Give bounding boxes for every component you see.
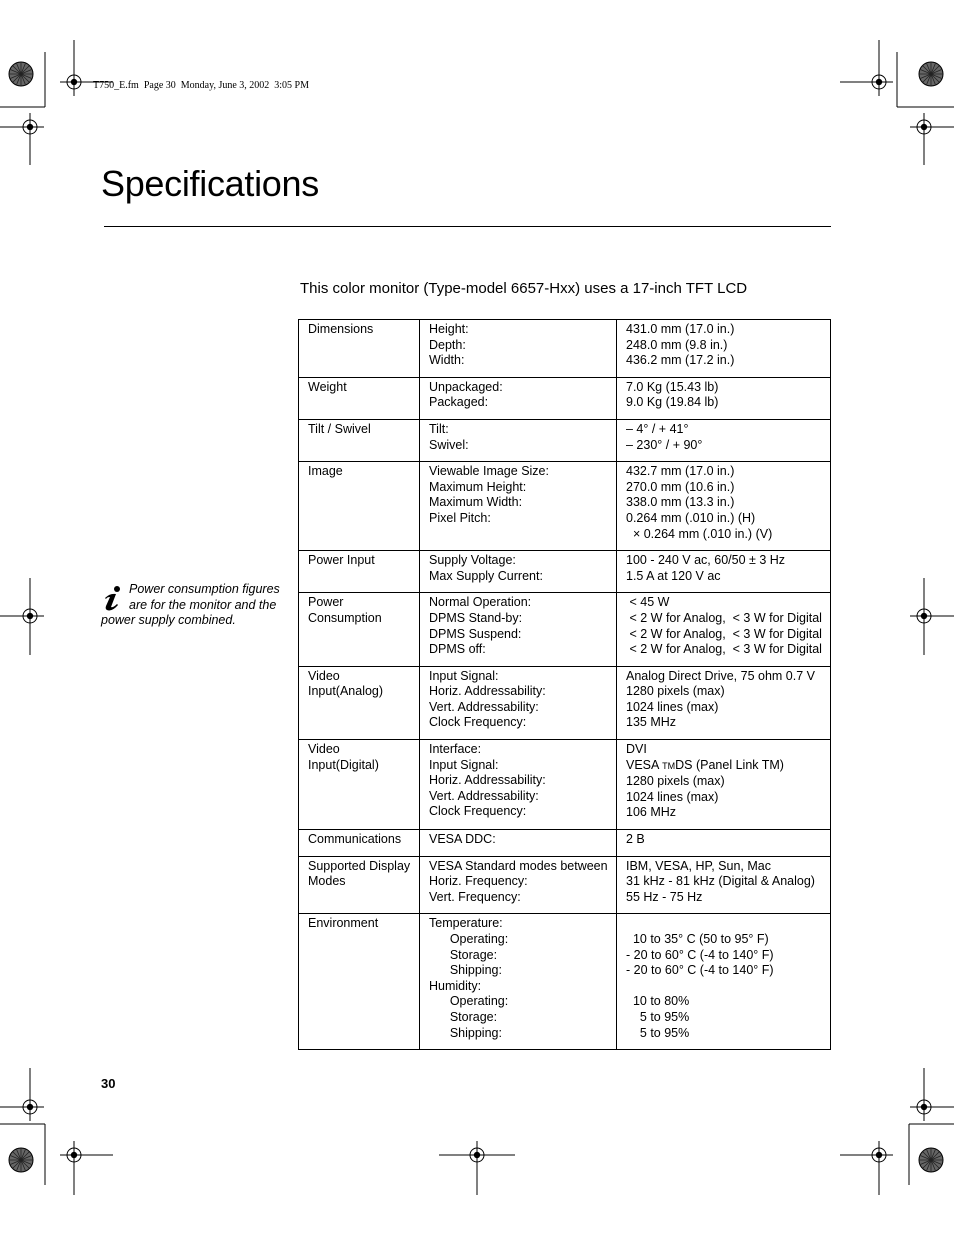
spec-value: < 2 W for Analog, < 3 W for Digital <box>626 626 822 641</box>
spec-value-cell <box>617 320 831 378</box>
spec-label: Humidity: <box>429 978 482 993</box>
spec-label: Vert. Frequency: <box>429 889 521 904</box>
spec-value: 135 MHz <box>626 715 677 730</box>
spec-label: Max Supply Current: <box>429 568 543 583</box>
spec-category-cell <box>299 593 420 666</box>
spec-value: - 20 to 60° C (-4 to 140° F) <box>626 963 774 978</box>
spec-label: Operating: <box>429 932 509 946</box>
spec-label: Tilt: <box>429 421 449 436</box>
table-row <box>299 377 831 419</box>
spec-label: Clock Frequency: <box>429 804 527 819</box>
spec-value-cell <box>617 740 831 830</box>
spec-category: Video <box>308 742 340 757</box>
table-row <box>299 551 831 593</box>
spec-category: Video <box>308 668 340 683</box>
spec-value: 248.0 mm (9.8 in.) <box>626 337 728 352</box>
spec-value: 7.0 Kg (15.43 lb) <box>626 379 719 394</box>
spec-value: 432.7 mm (17.0 in.) <box>626 464 735 479</box>
spec-label: Operating: <box>429 994 509 1009</box>
spec-value: 5 to 95% <box>626 1009 690 1024</box>
spec-value: < 2 W for Analog, < 3 W for Digital <box>626 610 822 625</box>
spec-value: 436.2 mm (17.2 in.) <box>626 353 735 368</box>
spec-label: Input Signal: <box>429 668 499 683</box>
spec-category-cell <box>299 830 420 857</box>
spec-value-cell <box>617 377 831 419</box>
spec-label: VESA Standard modes between <box>429 858 608 873</box>
note-line: power supply combined. <box>101 613 236 628</box>
spec-table <box>298 319 831 1050</box>
spec-value: 270.0 mm (10.6 in.) <box>626 479 735 494</box>
note-line: Power consumption figures <box>129 582 280 596</box>
spec-category: Modes <box>308 874 346 889</box>
intro-text: This color monitor (Type-model 6657-Hxx) uses a 17-inch TFT LCD <box>300 280 748 297</box>
spec-value: 1024 lines (max) <box>626 789 719 804</box>
spec-category: Dimensions <box>308 322 374 336</box>
spec-category: Consumption <box>308 610 382 625</box>
spec-value: IBM, VESA, HP, Sun, Mac <box>626 858 771 873</box>
spec-label-cell <box>420 593 617 666</box>
title-rule <box>104 226 831 227</box>
spec-category-cell <box>299 740 420 830</box>
spec-category: Communications <box>308 832 402 847</box>
page-title: Specifications <box>101 163 319 204</box>
spec-label: Unpackaged: <box>429 379 503 394</box>
spec-label: Pixel Pitch: <box>429 510 491 525</box>
spec-category-cell <box>299 377 420 419</box>
spec-value-cell <box>617 666 831 739</box>
spec-value: 55 Hz - 75 Hz <box>626 889 703 904</box>
spec-value: Analog Direct Drive, 75 ohm 0.7 V <box>626 668 815 683</box>
spec-value: 31 kHz - 81 kHz (Digital & Analog) <box>626 874 815 889</box>
spec-value-cell <box>617 462 831 551</box>
spec-category: Supported Display <box>308 858 411 873</box>
spec-label: Storage: <box>429 947 498 962</box>
spec-label: Depth: <box>429 337 466 352</box>
spec-value: 10 to 35° C (50 to 95° F) <box>626 932 769 946</box>
spec-value: 9.0 Kg (19.84 lb) <box>626 395 719 410</box>
spec-label-cell <box>420 666 617 739</box>
table-row <box>299 914 831 1050</box>
table-row <box>299 740 831 830</box>
table-row <box>299 830 831 857</box>
spec-value: 1024 lines (max) <box>626 699 719 714</box>
table-row <box>299 419 831 461</box>
spec-label-cell <box>420 914 617 1050</box>
spec-category-cell <box>299 320 420 378</box>
spec-label: Shipping: <box>429 1025 502 1040</box>
spec-label: Vert. Addressability: <box>429 788 539 803</box>
spec-category: Power <box>308 595 344 610</box>
spec-value-cell <box>617 830 831 857</box>
spec-value-cell <box>617 914 831 1050</box>
spec-label: Storage: <box>429 1009 498 1024</box>
spec-value <box>626 916 822 932</box>
spec-category-cell <box>299 462 420 551</box>
spec-value: < 45 W <box>626 595 670 610</box>
spec-category: Environment <box>308 916 379 931</box>
spec-label-cell <box>420 320 617 378</box>
spec-label: Clock Frequency: <box>429 715 527 730</box>
spec-category: Input(Analog) <box>308 684 384 699</box>
spec-value: × 0.264 mm (.010 in.) (V) <box>626 526 773 541</box>
spec-label: Maximum Height: <box>429 479 527 494</box>
page-number: 30 <box>101 1076 116 1091</box>
spec-value <box>626 979 822 995</box>
spec-category: Tilt / Swivel <box>308 421 371 436</box>
spec-label: Width: <box>429 353 465 368</box>
spec-category-cell <box>299 914 420 1050</box>
spec-label: Supply Voltage: <box>429 553 516 568</box>
spec-category-cell <box>299 666 420 739</box>
file-header-stamp: T750_E.fm Page 30 Monday, June 3, 2002 3:05 PM <box>93 80 310 91</box>
table-row <box>299 856 831 914</box>
spec-category-cell <box>299 856 420 914</box>
spec-value: 1280 pixels (max) <box>626 684 725 699</box>
spec-label: Maximum Width: <box>429 495 523 510</box>
spec-value: 431.0 mm (17.0 in.) <box>626 322 735 336</box>
spec-label: Vert. Addressability: <box>429 699 539 714</box>
spec-category-cell <box>299 419 420 461</box>
spec-value: 100 - 240 V ac, 60/50 ± 3 Hz <box>626 553 786 568</box>
spec-value: DVI <box>626 742 647 757</box>
table-row <box>299 666 831 739</box>
spec-label-cell <box>420 740 617 830</box>
spec-category: Weight <box>308 379 347 394</box>
spec-value: 2 B <box>626 832 645 847</box>
spec-category: Input(Digital) <box>308 757 379 772</box>
spec-value: – 4° / + 41° <box>626 421 689 436</box>
spec-value: 106 MHz <box>626 805 677 820</box>
spec-value: – 230° / + 90° <box>626 437 703 452</box>
spec-value: 1280 pixels (max) <box>626 774 725 789</box>
spec-label-cell <box>420 830 617 857</box>
table-row <box>299 593 831 666</box>
spec-label: Input Signal: <box>429 757 499 772</box>
spec-value: 1.5 A at 120 V ac <box>626 568 721 583</box>
spec-label: Height: <box>429 322 469 336</box>
spec-label: VESA DDC: <box>429 832 496 847</box>
spec-value-cell <box>617 419 831 461</box>
spec-value: VESA TMDS (Panel Link TM) <box>626 757 784 772</box>
spec-label: DPMS Stand-by: <box>429 610 523 625</box>
spec-category-cell <box>299 551 420 593</box>
spec-label: Shipping: <box>429 963 502 978</box>
spec-value: 10 to 80% <box>626 994 690 1009</box>
margin-note <box>101 582 286 629</box>
spec-value: 0.264 mm (.010 in.) (H) <box>626 510 756 525</box>
table-row <box>299 320 831 378</box>
spec-label: DPMS Suspend: <box>429 626 522 641</box>
spec-value-cell <box>617 551 831 593</box>
spec-value: 338.0 mm (13.3 in.) <box>626 495 735 510</box>
spec-label: Interface: <box>429 742 482 757</box>
spec-category: Power Input <box>308 553 375 568</box>
spec-category: Image <box>308 464 343 479</box>
table-row <box>299 462 831 551</box>
spec-value-cell <box>617 593 831 666</box>
spec-value: < 2 W for Analog, < 3 W for Digital <box>626 642 822 657</box>
spec-label: Packaged: <box>429 395 489 410</box>
spec-label: DPMS off: <box>429 642 486 657</box>
note-line: are for the monitor and the <box>129 597 277 612</box>
spec-value: 5 to 95% <box>626 1025 690 1040</box>
spec-label-cell <box>420 551 617 593</box>
spec-table-body <box>299 320 831 1050</box>
spec-value-cell <box>617 856 831 914</box>
spec-label: Horiz. Addressability: <box>429 773 546 788</box>
spec-label-cell <box>420 856 617 914</box>
spec-label: Temperature: <box>429 916 503 931</box>
spec-label: Viewable Image Size: <box>429 464 549 479</box>
spec-label: Swivel: <box>429 437 469 452</box>
spec-label: Horiz. Frequency: <box>429 874 528 889</box>
spec-label: Normal Operation: <box>429 595 532 610</box>
spec-label-cell <box>420 419 617 461</box>
spec-value: - 20 to 60° C (-4 to 140° F) <box>626 947 774 962</box>
spec-label: Horiz. Addressability: <box>429 684 546 699</box>
spec-label-cell <box>420 462 617 551</box>
spec-label-cell <box>420 377 617 419</box>
info-i-icon <box>101 584 125 612</box>
